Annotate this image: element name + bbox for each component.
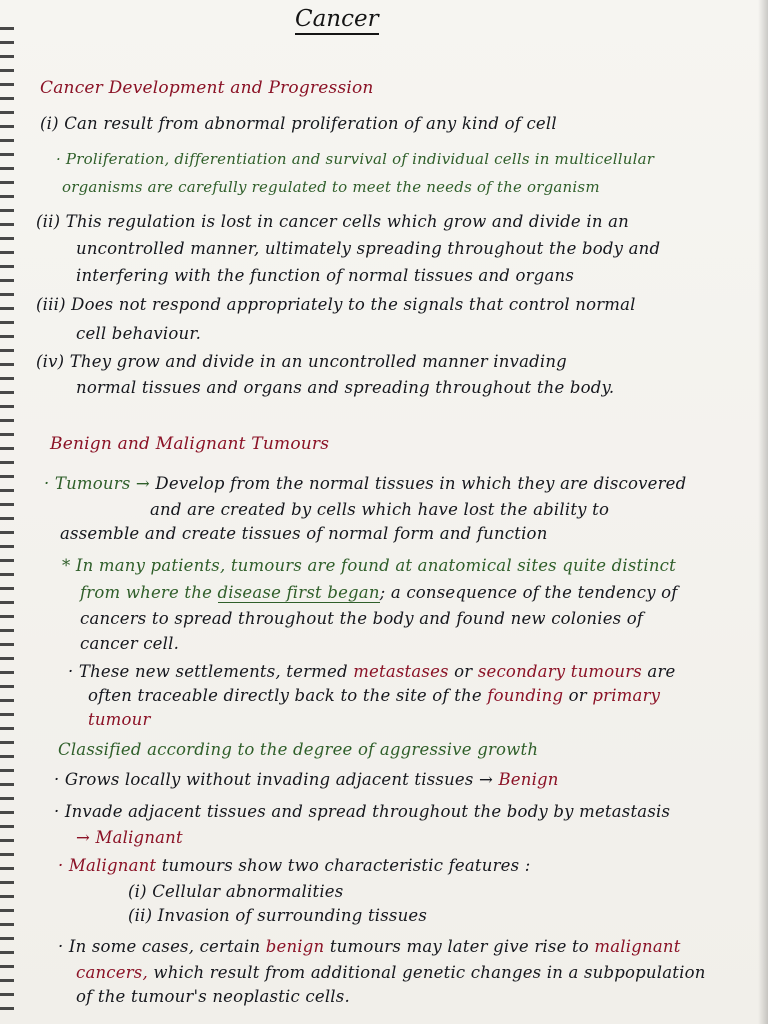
- note-line: [80, 583, 678, 602]
- note-line: assemble and create tissues of normal form and function: [60, 524, 548, 543]
- text-fragment: · In some cases, certain: [58, 937, 261, 956]
- note-line: · Invade adjacent tissues and spread throughout the body by metastasis: [54, 802, 671, 821]
- note-line: (iv) They grow and divide in an uncontrolled manner invading: [36, 352, 567, 371]
- note-line: [68, 662, 676, 681]
- note-line: * In many patients, tumours are found at anatomical sites quite distinct: [62, 556, 676, 575]
- note-line: cancer cell.: [80, 634, 180, 653]
- text-fragment: · Grows locally without invading adjacent tissues →: [54, 770, 493, 789]
- underlined-phrase: disease first began: [217, 583, 380, 602]
- note-line: cell behaviour.: [76, 324, 202, 343]
- term-primary: primary: [592, 686, 661, 705]
- term-malignant: → Malignant: [76, 828, 183, 847]
- note-line: of the tumour's neoplastic cells.: [76, 987, 350, 1006]
- note-line: and are created by cells which have lost the ability to: [150, 500, 610, 519]
- page-title: Cancer: [295, 6, 379, 35]
- term-malignant-tumours: · Malignant: [58, 856, 157, 875]
- text-fragment: are: [647, 662, 676, 681]
- section-heading-classified: Classified according to the degree of aggressive growth: [58, 740, 539, 759]
- text-fragment: or: [454, 662, 473, 681]
- term-metastases: metastases: [353, 662, 449, 681]
- note-line: cancers to spread throughout the body and found new colonies of: [80, 609, 644, 628]
- page-edge-shadow: [758, 0, 768, 1024]
- term-cancers: cancers,: [76, 963, 148, 982]
- text-fragment: often traceable directly back to the site of the: [88, 686, 482, 705]
- term-secondary-tumours: secondary tumours: [477, 662, 642, 681]
- note-line: organisms are carefully regulated to meet the needs of the organism: [62, 178, 600, 196]
- note-line: (ii) This regulation is lost in cancer cells which grow and divide in an: [36, 212, 629, 231]
- tumours-definition: Develop from the normal tissues in which they are discovered: [155, 474, 687, 493]
- term-founding: founding: [487, 686, 564, 705]
- note-line: [44, 474, 686, 493]
- text-fragment: or: [568, 686, 587, 705]
- note-line: (iii) Does not respond appropriately to the signals that control normal: [36, 295, 636, 314]
- text-fragment: which result from additional genetic changes in a subpopulation: [153, 963, 706, 982]
- text-fragment: · These new settlements, termed: [68, 662, 348, 681]
- note-line: [54, 770, 559, 789]
- text-fragment: tumours show two characteristic features :: [161, 856, 531, 875]
- note-line: tumour: [88, 710, 151, 729]
- note-line: uncontrolled manner, ultimately spreading throughout the body and: [76, 239, 661, 258]
- text-fragment: tumours may later give rise to: [329, 937, 589, 956]
- note-line: [88, 686, 660, 705]
- note-line: [76, 963, 706, 982]
- term-malignant-inline: malignant: [594, 937, 681, 956]
- text-fragment: ; a consequence of the tendency of: [379, 583, 678, 602]
- spiral-binding: [0, 20, 14, 1020]
- note-line: (i) Can result from abnormal proliferation of any kind of cell: [40, 114, 557, 133]
- tumours-lead: · Tumours →: [44, 474, 150, 493]
- term-benign: Benign: [498, 770, 559, 789]
- section-heading-development: Cancer Development and Progression: [40, 78, 374, 98]
- note-line: · Proliferation, differentiation and survival of individual cells in multicellular: [56, 150, 655, 168]
- note-line: [58, 856, 531, 875]
- note-line: (i) Cellular abnormalities: [128, 882, 344, 901]
- section-heading-tumours: Benign and Malignant Tumours: [50, 434, 330, 454]
- note-line: (ii) Invasion of surrounding tissues: [128, 906, 428, 925]
- note-line: normal tissues and organs and spreading throughout the body.: [76, 378, 615, 397]
- text-fragment: from where the: [80, 583, 213, 602]
- term-benign-inline: benign: [265, 937, 325, 956]
- note-line: interfering with the function of normal tissues and organs: [76, 266, 575, 285]
- note-line: [58, 937, 681, 956]
